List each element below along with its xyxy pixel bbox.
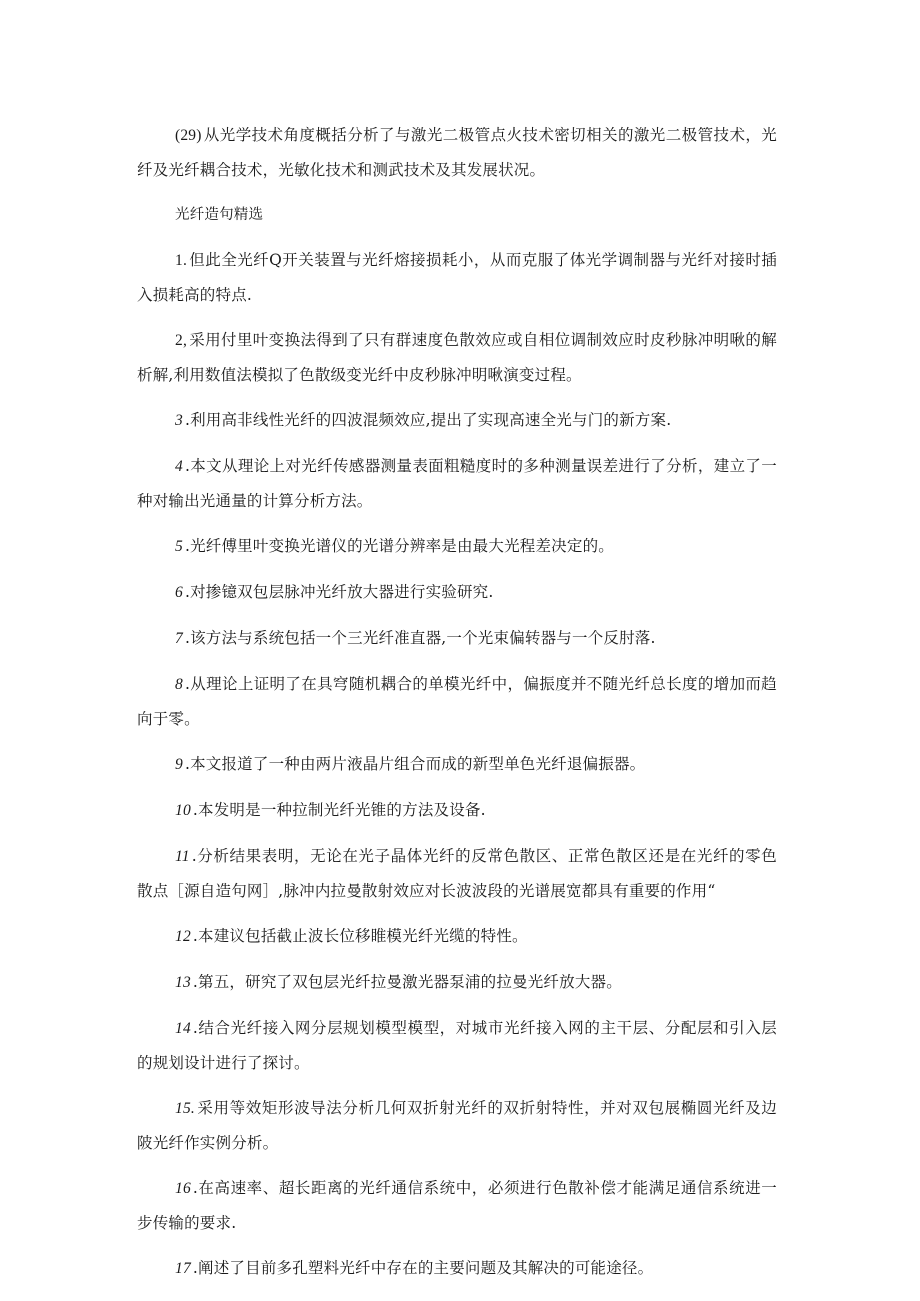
- item-number: 4: [175, 458, 183, 475]
- list-item: [137, 1091, 777, 1160]
- item-text: .在高速率、超长距离的光纤通信系统中，必须进行色散补偿才能满足通信系统进一步传输的要求.: [137, 1179, 777, 1232]
- item-text: .结合光纤接入网分层规划模型模型，对城市光纤接入网的主干层、分配层和引入层的规划设计进行了探讨。: [137, 1019, 777, 1072]
- item-number: 5: [175, 538, 183, 555]
- list-item: [137, 667, 777, 736]
- item-number: 9: [175, 756, 183, 773]
- item-text: .阐述了目前多孔塑料光纤中存在的主要问题及其解决的可能途径。: [192, 1259, 654, 1277]
- section-title: 光纤造句精选: [175, 207, 264, 223]
- list-item: [137, 1011, 777, 1080]
- item-text: .本文从理论上对光纤传感器测量表面粗糙度时的多种测量误差进行了分析，建立了一种对输出光通量的计算分析方法。: [137, 457, 777, 510]
- document-body: [137, 118, 777, 1297]
- list-item: [137, 1171, 777, 1240]
- item-text: .利用高非线性光纤的四波混频效应,提出了实现高速全光与门的新方案.: [184, 411, 672, 429]
- item-text: 从光学技术角度概括分析了与激光二极管点火技术密切相关的激光二极管技术，光纤及光纤耦合技术，光敏化技术和测武技术及其发展状况。: [137, 126, 777, 179]
- item-text: .本发明是一种拉制光纤光锥的方法及设备.: [192, 801, 486, 819]
- list-item: [137, 621, 777, 656]
- item-text: 采用等效矩形波导法分析几何双折射光纤的双折射特性，并对双包展椭圆光纤及边陂光纤作实例分析。: [137, 1099, 777, 1152]
- list-item: [137, 243, 777, 312]
- item-number: 2,: [175, 332, 188, 349]
- list-item: [137, 839, 777, 908]
- item-text: .从理论上证明了在具穹随机耦合的单模光纤中，偏振度并不随光纤总长度的增加而趋向于零。: [137, 675, 777, 728]
- item-text: 采用付里叶变换法得到了只有群速度色散效应或自相位调制效应时皮秒脉冲明啾的解析解,利用数值法模拟了色散级变光纤中皮秒脉冲明啾演变过程。: [137, 331, 777, 384]
- item-text: .第五，研究了双包层光纤拉曼激光器泵浦的拉曼光纤放大器。: [192, 973, 622, 991]
- item-number: 7: [175, 630, 183, 647]
- item-number: 8: [175, 676, 183, 693]
- item-text: .该方法与系统包括一个三光纤准直器,一个光束偏转器与一个反肘落.: [184, 629, 656, 647]
- item-number: (29): [175, 127, 202, 144]
- item-number: 13: [175, 974, 191, 991]
- item-number: 12: [175, 928, 191, 945]
- list-item: [137, 919, 777, 954]
- item-number: 17: [175, 1260, 191, 1277]
- item-text: .光纤傅里叶变换光谱仪的光谱分辨率是由最大光程差决定的。: [184, 537, 614, 555]
- list-item: [137, 529, 777, 564]
- item-number: 14: [175, 1020, 191, 1037]
- item-text: .对掺镱双包层脉冲光纤放大器进行实验研究.: [184, 583, 494, 601]
- list-item: [137, 449, 777, 518]
- item-number: 3: [175, 412, 183, 429]
- item-number: 11: [175, 848, 190, 865]
- item-text: 但此全光纤Q开关装置与光纤熔接损耗小，从而克服了体光学调制器与光纤对接时插入损耗高的特点.: [137, 251, 777, 304]
- list-item: [137, 1251, 777, 1286]
- list-item: [137, 403, 777, 438]
- list-item: [137, 575, 777, 610]
- item-text: .本建议包括截止波长位移睢模光纤光缆的特性。: [192, 927, 528, 945]
- item-number: 15.: [175, 1100, 195, 1117]
- item-text: .本文报道了一种由两片液晶片组合而成的新型单色光纤退偏振器。: [184, 755, 646, 773]
- item-number: 16: [175, 1180, 191, 1197]
- item-number: 6: [175, 584, 183, 601]
- list-item: [137, 747, 777, 782]
- item-number: 10: [175, 802, 191, 819]
- list-item: [137, 793, 777, 828]
- intro-paragraph: [137, 118, 777, 187]
- list-item: [137, 323, 777, 392]
- item-text: .分析结果表明，无论在光子晶体光纤的反常色散区、正常色散区还是在光纤的零色散点［源自造句网］,脉冲内拉曼散射效应对长波波段的光谱展宽都具有重要的作用“: [137, 847, 777, 900]
- list-item: [137, 965, 777, 1000]
- item-number: 1.: [175, 252, 188, 269]
